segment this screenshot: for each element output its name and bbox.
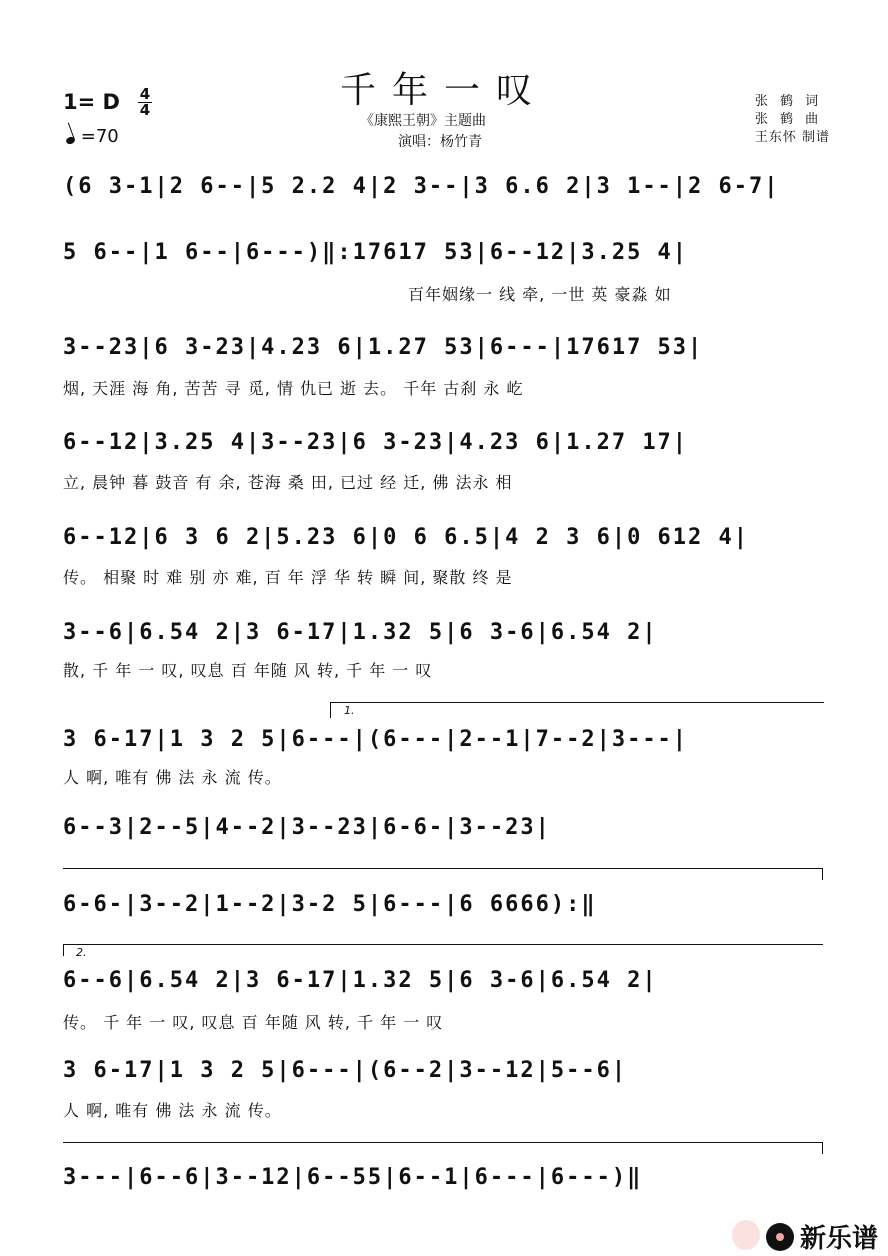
volta-1-bracket xyxy=(330,702,824,703)
score-line-1: (6 3-1|2 6--|5 2.2 4|2 3--|3 6.6 2|3 1--|2 6-7| xyxy=(63,174,780,199)
time-bottom: 4 xyxy=(139,101,151,119)
lyric-line-11: 人 啊, 唯有 佛 法 永 流 传。 xyxy=(63,1101,282,1120)
lyric-line-3: 烟, 天涯 海 角, 苦苦 寻 觅, 情 仇已 逝 去。 千年 古刹 永 屹 xyxy=(63,379,524,398)
volta-1-bracket-tick xyxy=(330,702,331,718)
score-line-2: 5 6--|1 6--|6---)‖:17617 53|6--12|3.25 4| xyxy=(63,240,689,265)
system-rule-tick xyxy=(822,868,823,880)
tempo-value: =70 xyxy=(80,126,119,147)
singer: 演唱：杨竹青 xyxy=(398,134,482,150)
lyric-line-7: 人 啊, 唯有 佛 法 永 流 传。 xyxy=(63,768,282,787)
volta-2-label: 2. xyxy=(76,946,87,959)
system-rule xyxy=(63,868,823,869)
score-line-7: 3 6-17|1 3 2 5|6---|(6---|2--1|7--2|3---| xyxy=(63,727,689,752)
final-system-rule-tick xyxy=(822,1142,823,1154)
score-line-4: 6--12|3.25 4|3--23|6 3-23|4.23 6|1.27 17| xyxy=(63,430,689,455)
volta-2-bracket xyxy=(63,944,823,945)
lyric-line-4: 立, 晨钟 暮 鼓音 有 余, 苍海 桑 田, 已过 经 迁, 佛 法永 相 xyxy=(63,473,513,492)
lyric-line-5: 传。 相聚 时 难 别 亦 难, 百 年 浮 华 转 瞬 间, 聚散 终 是 xyxy=(63,568,513,587)
score-line-11: 3 6-17|1 3 2 5|6---|(6--2|3--12|5--6| xyxy=(63,1058,628,1083)
score-line-9: 6-6-|3--2|1--2|3-2 5|6---|6 6666):‖ xyxy=(63,892,597,917)
time-top: 4 xyxy=(139,85,151,103)
lyric-line-2: 百年姻缘一 线 牵, 一世 英 豪淼 如 xyxy=(408,285,672,304)
credits xyxy=(755,93,830,147)
score-line-5: 6--12|6 3 6 2|5.23 6|0 6 6.5|4 2 3 6|0 612 4| xyxy=(63,525,750,550)
lyric-line-10: 传。 千 年 一 叹, 叹息 百 年随 风 转, 千 年 一 叹 xyxy=(63,1013,444,1032)
lyric-line-6: 散, 千 年 一 叹, 叹息 百 年随 风 转, 千 年 一 叹 xyxy=(63,661,433,680)
score-line-8: 6--3|2--5|4--2|3--23|6-6-|3--23| xyxy=(63,815,551,840)
time-signature xyxy=(138,85,152,119)
song-title: 千年一叹 xyxy=(339,70,548,111)
subtitle: 《康熙王朝》主题曲 xyxy=(360,113,486,129)
score-line-3: 3--23|6 3-23|4.23 6|1.27 53|6---|17617 53| xyxy=(63,335,704,360)
score-line-12: 3---|6--6|3--12|6--55|6--1|6---|6---)‖ xyxy=(63,1165,643,1190)
volta-1-label: 1. xyxy=(344,704,355,717)
final-system-rule xyxy=(63,1142,823,1143)
lyricist: 张 鹤 词 xyxy=(754,94,823,109)
score-line-6: 3--6|6.54 2|3 6-17|1.32 5|6 3-6|6.54 2| xyxy=(63,620,658,645)
tempo xyxy=(66,126,119,147)
watermark-text: 新乐谱 xyxy=(799,1224,878,1254)
composer: 张 鹤 曲 xyxy=(754,112,823,127)
volta-2-bracket-tick xyxy=(63,944,64,956)
arranger: 王东怀 制谱 xyxy=(754,130,830,145)
key-signature: 1= D xyxy=(63,90,120,114)
quarter-note-icon xyxy=(65,136,76,146)
watermark-decoration xyxy=(732,1220,760,1250)
watermark-logo xyxy=(766,1218,878,1255)
record-disc-icon xyxy=(766,1223,794,1251)
score-line-10: 6--6|6.54 2|3 6-17|1.32 5|6 3-6|6.54 2| xyxy=(63,968,658,993)
